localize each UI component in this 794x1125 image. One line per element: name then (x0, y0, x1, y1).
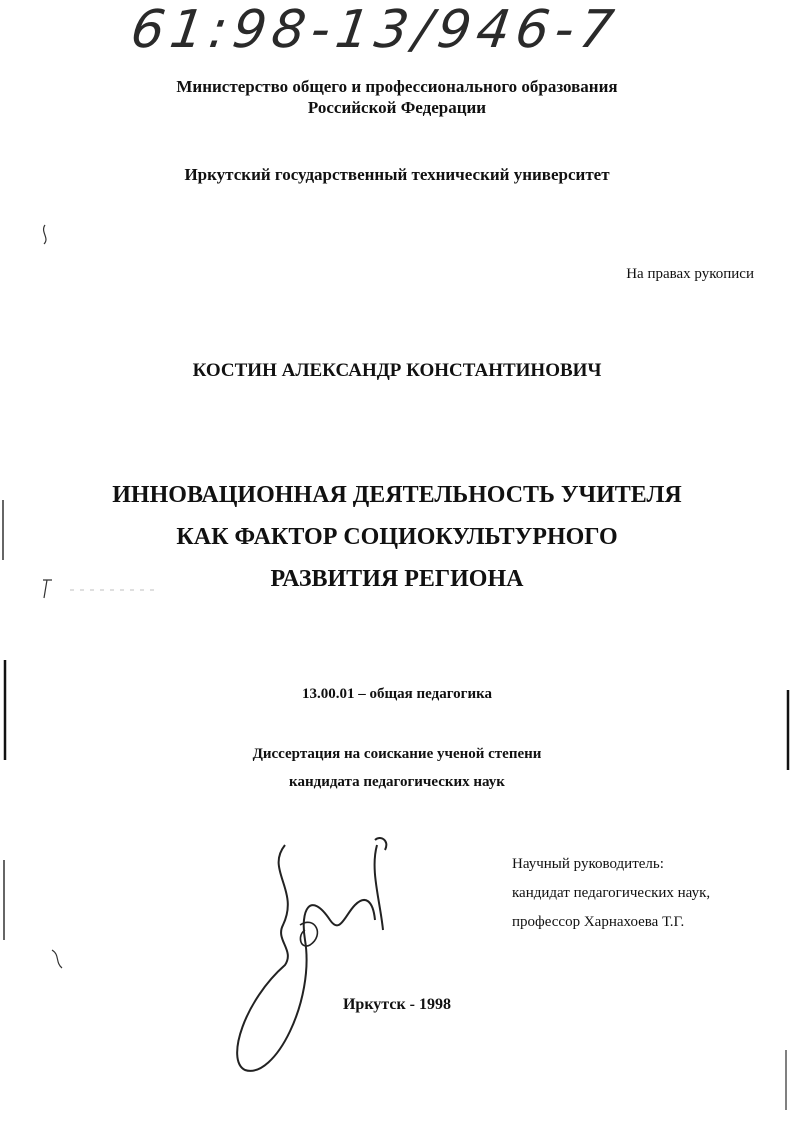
title-line-2: КАК ФАКТОР СОЦИОКУЛЬТУРНОГО (176, 524, 618, 550)
title-line-1: ИННОВАЦИОННАЯ ДЕЯТЕЛЬНОСТЬ УЧИТЕЛЯ (112, 482, 682, 508)
degree-line-2: кандидата педагогических наук (289, 774, 505, 790)
ministry-line-2: Российской Федерации (307, 98, 487, 117)
title-line-3: РАЗВИТИЯ РЕГИОНА (270, 566, 524, 592)
university-name: Иркутский государственный технический университет (184, 165, 610, 184)
city-year: Иркутск - 1998 (342, 996, 452, 1013)
degree-line-1: Диссертация на соискание ученой степени (252, 746, 542, 762)
dissertation-title (0, 474, 794, 600)
author-name: КОСТИН АЛЕКСАНДР КОНСТАНТИНОВИЧ (192, 360, 602, 381)
handwritten-signature (205, 830, 405, 1075)
supervisor-block (512, 850, 772, 937)
supervisor-line-3: профессор Харнахоева Т.Г. (512, 914, 685, 930)
specialty-code: 13.00.01 – общая педагогика (301, 686, 493, 702)
rights-note: На правах рукописи (626, 266, 754, 282)
degree-statement (0, 740, 794, 796)
ministry-line-1: Министерство общего и профессионального образования (176, 77, 618, 96)
handwritten-archive-code: 61:98-13/946-7 (127, 0, 624, 60)
ministry-header (0, 76, 794, 118)
supervisor-line-2: кандидат педагогических наук, (512, 885, 711, 901)
supervisor-line-1: Научный руководитель: (512, 856, 664, 872)
